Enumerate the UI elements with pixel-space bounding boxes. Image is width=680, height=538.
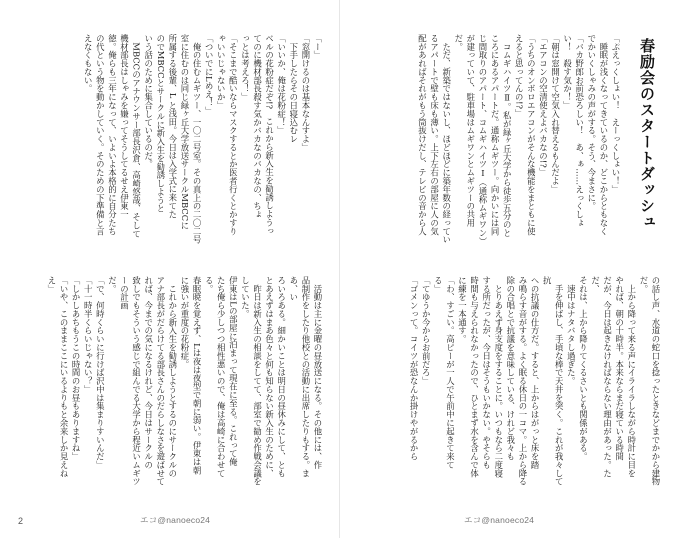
left-page-top-text <box>16 34 324 250</box>
left-page-bottom-text <box>16 276 324 490</box>
right-page-top-text <box>354 34 622 250</box>
author-credit-left: エコ@nanoeco24 <box>140 515 211 525</box>
right-page-bottom-text <box>354 276 662 490</box>
chapter-title: 春励会のスタートダッシュ <box>638 38 656 230</box>
right-top-paragraphs: 「ぷえっくしょい！ えーっくしょい！」 睡眠が浅くなってきているのか、どこからともなく でかいくしゃみの声がする。そう、今まさに。 「バカ野郎お前恐ろしい！ あ、ぁ……えっくしょ い！ 殺す気か！」 「朝は窓開けて空気入れ替えるもんだよ」 「エアコンの空清使えよバカなの!?」 「うちのオンボロエアコンがそんな機能をまともに使 えると思ってんの!?」 コムギハイツⅡ。私が緑ヶ丘大学から徒歩五分のと ころにあるアパートだ。通称ムギツー。向かいには同 じ間取りのアパート、コムギハイツⅠ（通称ムギワン） が建っていて、駐車場はムギワンとムギツーの共用 だ。 ただ、新築ではないし、ほどほどに築年数の経ってい るアパートで壁も床も薄い。上下左右の部屋に人の気 配があればそれがもう筒抜けだし、テレビの音から人 <box>417 34 621 246</box>
page-number: 2 <box>18 516 24 526</box>
author-credit-right: エコ@nanoeco24 <box>464 515 535 525</box>
left-bottom-paragraphs: 活動は主に金曜の昼放送になる。その他には、作 品制作をしたり他校との活動に出席したりもする。まあ、い ろいろある。細かいことは明日の昼休みにして、とも とあえずはまあ色々と何も知らない新入生のために、 昨日は新入生の相談をしてて、部室で勧め作戦会議をしていた。 伊東はLの部屋に泊まって現在に至る。これって俺 たち俺ら少しつつ相性悪いので、俺は高崎に合わせてる。 春眠暁を覚えず、Lは夜は夜型で朝に弱い。伊東は朝 に強いが重度の花粉症。 これから新入生を勧誘しようとするのにサークルの アナ部長がだらけてる部長さんのだらしなさを遊ばせて れば、今までの気になるけれど、今日はサークルの 致しでもそういう感じで組んでる大学から程近いムギツーの計画 だ。 「で、何時くらいに行けば沢中は集まりすいんだ」 「十一時半くらいじゃない？」 「しかしあちもうこの時間のお昼もありますね」 「いや、このままここにいるよりもと余来しか見えね え」 <box>46 276 323 486</box>
right-bottom-paragraphs: の話し声、水道の蛇口を捻ったときなどまでかから建物だ。 上から降って来る声にイライラしながら時計に目を やれば、朝の十時半。本来ならまだ寝ている時間 だが、今日は起きなければならない理由があった。ただ、 それは、上から降りてくるさいとも関係がある。 速中はナタバタし過ぎた。 手を伸ばし、手頃な棒で天井を突く。これが我々して抗 への抗議の仕方だ。すると、上からはがっと床を踏 み鳴らす音がする。よく眠る休日の一コマ。上から降る 除の合唱とで抗議を意味している、けれど我々も とりあえず身支度をすることに。いつもなら二度寝 する所だったが、今日はそうもいかない。やそらも 時間も与えられなかったので、ひとまず水を含んで体 に練を一本通す。 「わ、すごい。高ピーが一人で午前中に起きて来て る」 「てゆうか今からお前だろ」 「ゴメンって。コイツが恐なんか掛けやがるから <box>409 276 661 486</box>
left-top-paragraphs: 「ー」 「窓開けるのは基本なんすよ」 下手したらその日寝込むレ 「いいか、俺は花粉症！」 ベルの花粉症だぞ!? これから新入生を勧誘しようっ てのに機材部長殺す気かバカなのバカなの、ちょ っとは考えろ！」 「そこまで酷いならマスクするとか医者行くとかすり ゃいいじゃないか」 「ついでにLめえ！」 俺の住むムギツー、一〇二号室。その真上の二〇二号 室に住むのは同じ緑ヶ丘大学放送サークルMBCCに 所属する後輩、L と浅田。今日は入学式に来てた のでMBCCとサークルに新入生を勧誘しようと いう話のために集合しているのだ。 MBCCのアナウンサー部長沢倉、高崎悠哉、そして 機材部長はしゃみを嫌ってそうしてるせえ伊東一 徳。俺らも三年になって、いよいよ本格的に自分たち の代という物を動かしていく。そのための下準備と言 えなくもない。 <box>83 34 323 244</box>
right-page <box>340 0 680 538</box>
